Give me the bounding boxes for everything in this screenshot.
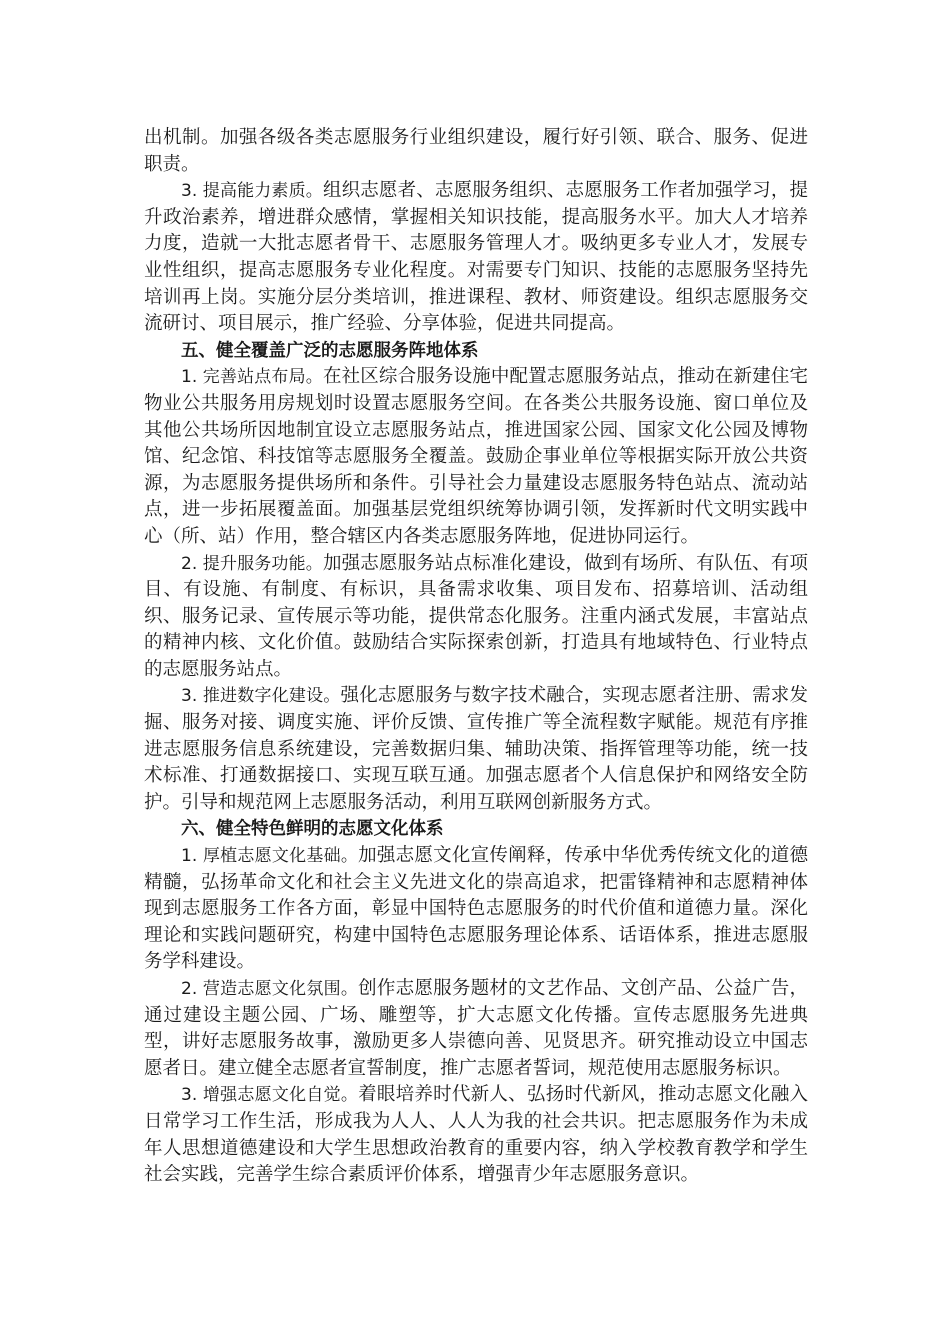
section-heading-5: 五、健全覆盖广泛的志愿服务阵地体系 bbox=[181, 340, 479, 361]
item-text: 强化志愿服务与数字技术融合，实现志愿者注册、需求发掘、服务对接、调度实施、评价反馈、宣传推广等全流程数字赋能。规范有序推进志愿服务信息系统建设，完善数据归集、辅助决策、指挥管理等功能，统一技术标准、打通数据接口、实现互联互通。加强志愿者个人信息保护和网络安全防护。引导和规范网上志愿服务活动，利用互联网创新服务方式。 bbox=[144, 685, 808, 813]
item-lead: 3. 增强志愿文化自觉。 bbox=[181, 1085, 359, 1106]
paragraph-s6-item-3 bbox=[144, 1082, 808, 1188]
item-text: 加强志愿服务站点标准化建设，做到有场所、有队伍、有项目、有设施、有制度、有标识，具备需求收集、项目发布、招募培训、活动组织、服务记录、宣传展示等功能，提供常态化服务。注重内涵式发展，丰富站点的精神内核、文化价值。鼓励结合实际探索创新，打造具有地域特色、行业特点的志愿服务站点。 bbox=[144, 552, 809, 680]
paragraph-s5-item-2 bbox=[144, 551, 808, 684]
item-text: 着眼培养时代新人、弘扬时代新风，推动志愿文化融入日常学习工作生活，形成我为人人、人人为我的社会共识。把志愿服务作为未成年人思想道德建设和大学生思想政治教育的重要内容，纳入学校教育教学和学生社会实践，完善学生综合素质评价体系，增强青少年志愿服务意识。 bbox=[144, 1084, 808, 1186]
item-text: 加强志愿文化宣传阐释，传承中华优秀传统文化的道德精髓，弘扬革命文化和社会主义先进文化的崇高追求，把雷锋精神和志愿精神体现到志愿服务工作各方面，彰显中国特色志愿服务的时代价值和道德力量。深化理论和实践问题研究，构建中国特色志愿服务理论体系、话语体系，推进志愿服务学科建设。 bbox=[144, 845, 808, 973]
item-text: 组织志愿者、志愿服务组织、志愿服务工作者加强学习，提升政治素养，增进群众感情，掌握相关知识技能，提高服务水平。加大人才培养力度，造就一大批志愿者骨干、志愿服务管理人才。吸纳更多专业人才，发展专业性组织，提高志愿服务专业化程度。对需要专门知识、技能的志愿服务坚持先培训再上岗。实施分层分类培训，推进课程、教材、师资建设。组织志愿服务交流研讨、项目展示，推广经验、分享体验，促进共同提高。 bbox=[144, 180, 809, 335]
item-text: 在社区综合服务设施中配置志愿服务站点，推动在新建住宅物业公共服务用房规划时设置志愿服务空间。在各类公共服务设施、窗口单位及其他公共场所因地制宜设立志愿服务站点，推进国家公园、国家文化公园及博物馆、纪念馆、科技馆等志愿服务全覆盖。鼓励企事业单位等根据实际开放公共资源，为志愿服务提供场所和条件。引导社会力量建设志愿服务特色站点、流动站点，进一步拓展覆盖面。加强基层党组织统筹协调引领，发挥新时代文明实践中心（所、站）作用，整合辖区内各类志愿服务阵地，促进协同运行。 bbox=[144, 366, 809, 547]
item-lead: 3. 提高能力素质。 bbox=[181, 181, 323, 202]
paragraph-s6-item-2 bbox=[144, 976, 808, 1082]
paragraph-item-3-ability bbox=[144, 178, 808, 338]
item-lead: 2. 营造志愿文化氛围。 bbox=[181, 979, 359, 999]
item-lead: 1. 完善站点布局。 bbox=[181, 367, 323, 388]
item-lead: 3. 推进数字化建设。 bbox=[181, 686, 341, 707]
paragraph-intro: 出机制。加强各级各类志愿服务行业组织建设，履行好引领、联合、服务、促进职责。 bbox=[144, 127, 808, 175]
item-text: 创作志愿服务题材的文艺作品、文创产品、公益广告，通过建设主题公园、广场、雕塑等，扩大志愿文化传播。宣传志愿服务先进典型，讲好志愿服务故事，激励更多人崇德向善、见贤思齐。研究推动设立中国志愿者日。建立健全志愿者宣誓制度，推广志愿者誓词，规范使用志愿服务标识。 bbox=[144, 978, 808, 1079]
paragraph-s5-item-1 bbox=[144, 364, 808, 550]
paragraph-s5-item-3 bbox=[144, 683, 808, 816]
item-lead: 2. 提升服务功能。 bbox=[181, 553, 323, 574]
item-lead: 1. 厚植志愿文化基础。 bbox=[181, 846, 359, 867]
paragraph-s6-item-1 bbox=[144, 843, 808, 976]
document-body bbox=[144, 125, 808, 1189]
section-heading-6: 六、健全特色鲜明的志愿文化体系 bbox=[181, 819, 444, 840]
